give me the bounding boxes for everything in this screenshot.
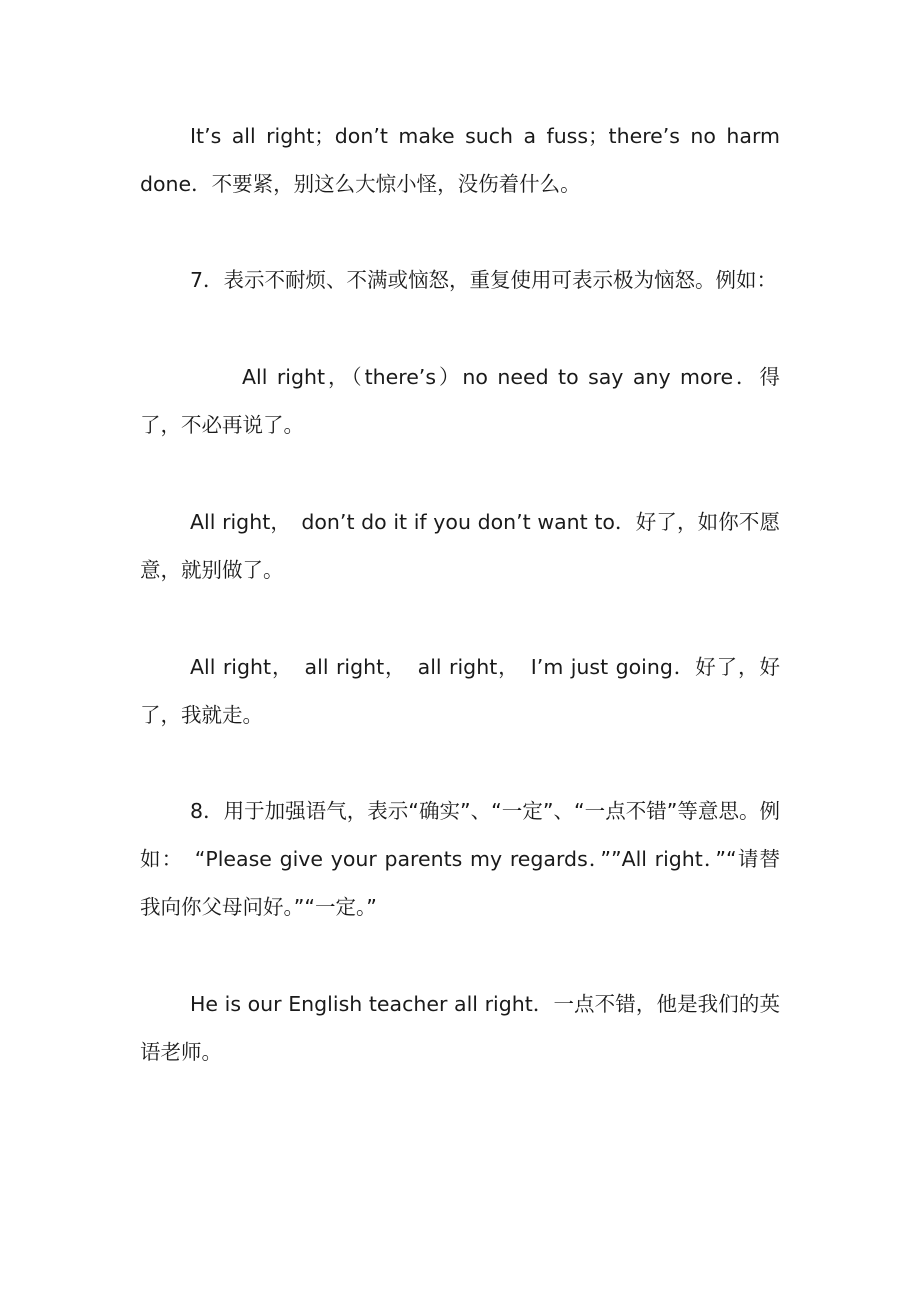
paragraph-just-going: All right， all right， all right， I’m just going．好了，好了，我就走。: [140, 655, 780, 727]
paragraph-dont-do-it: All right， don’t do it if you don’t want to．好了，如你不愿意，就别做了。: [140, 510, 780, 582]
paragraph-section-7-heading: 7．表示不耐烦、不满或恼怒，重复使用可表示极为恼怒。例如：: [190, 268, 778, 292]
paragraph-all-right-fuss: It’s all right；don’t make such a fuss；there’s no harm done．不要紧，别这么大惊小怪，没伤着什么。: [140, 124, 780, 196]
paragraph-english-teacher: He is our English teacher all right．一点不错，他是我们的英语老师。: [140, 992, 780, 1064]
paragraph-no-need-to-say: All right，（there’s）no need to say any more．得了，不必再说了。: [140, 365, 780, 437]
paragraph-section-8-heading: 8．用于加强语气，表示“确实”、“一定”、“一点不错”等意思。例如： “Please give your parents my regards．””All right．”“请替我向你父母问好。”“一定。”: [140, 799, 780, 919]
